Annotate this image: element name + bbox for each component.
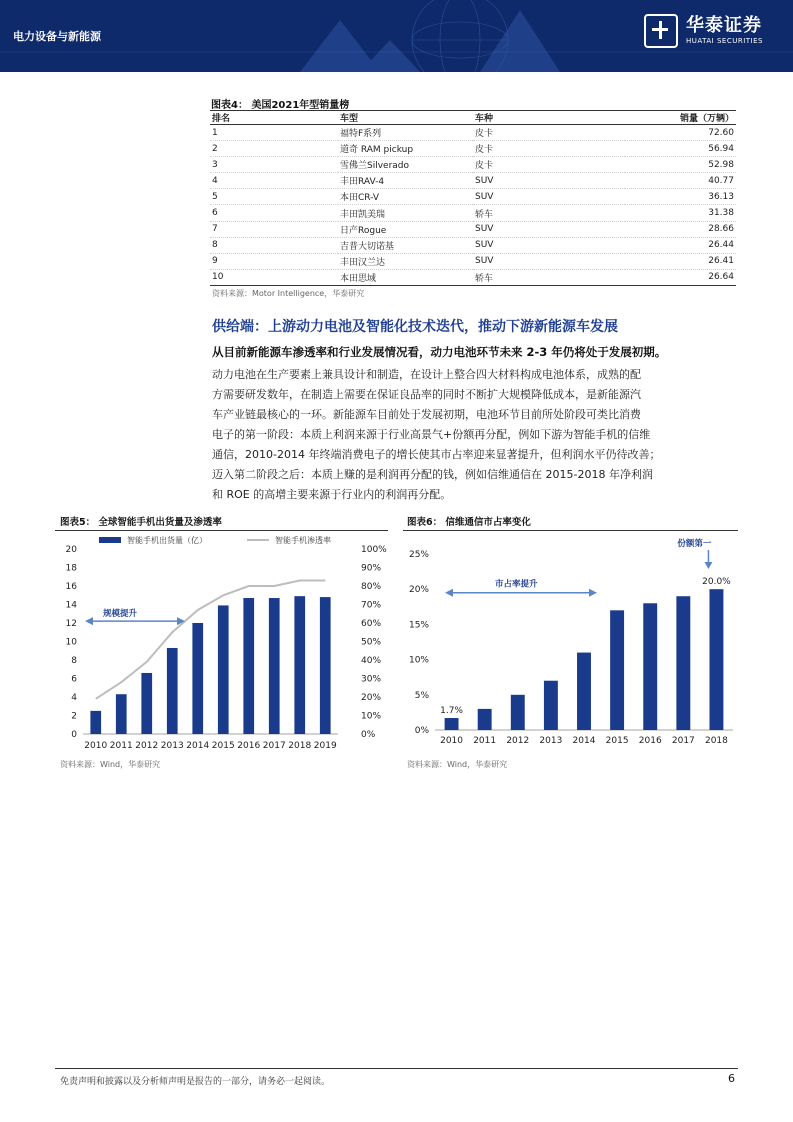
cell-type: 轿车 bbox=[473, 205, 625, 221]
shipment-bar bbox=[294, 596, 305, 734]
shipment-bar bbox=[243, 598, 254, 734]
figure6-source: 资料来源：Wind，华泰研究 bbox=[407, 760, 508, 769]
penetration-line bbox=[96, 581, 325, 699]
y-right-tick-label: 0% bbox=[361, 730, 376, 740]
share-bar bbox=[676, 596, 690, 730]
company-logo bbox=[644, 14, 763, 48]
figure5-source: 资料来源：Wind，华泰研究 bbox=[60, 760, 161, 769]
cell-rank: 3 bbox=[210, 157, 338, 173]
cell-rank: 10 bbox=[210, 269, 338, 285]
table-row bbox=[210, 205, 736, 221]
y-tick-label: 15% bbox=[408, 620, 429, 631]
y-left-tick-label: 10 bbox=[65, 637, 77, 648]
share-bar bbox=[577, 653, 591, 730]
x-tick-label: 2018 bbox=[288, 741, 312, 751]
y-left-tick-label: 8 bbox=[71, 656, 77, 666]
cell-rank: 7 bbox=[210, 221, 338, 237]
table-row bbox=[210, 125, 736, 141]
cell-rank: 6 bbox=[210, 205, 338, 221]
table-row bbox=[210, 157, 736, 173]
cell-rank: 4 bbox=[210, 173, 338, 189]
cell-model: 丰田凯美瑞 bbox=[338, 205, 473, 221]
shipment-bar bbox=[320, 597, 331, 734]
y-left-tick-label: 0 bbox=[71, 730, 77, 740]
table-header-row bbox=[210, 111, 736, 125]
cell-type: SUV bbox=[473, 173, 625, 189]
cell-rank: 2 bbox=[210, 141, 338, 157]
cell-sales: 26.64 bbox=[625, 269, 736, 285]
x-tick-label: 2011 bbox=[109, 741, 133, 751]
cell-sales: 28.66 bbox=[625, 221, 736, 237]
x-tick-label: 2015 bbox=[211, 741, 235, 751]
cell-model: 本田CR-V bbox=[338, 189, 473, 205]
cell-sales: 72.60 bbox=[625, 125, 736, 141]
x-tick-label: 2017 bbox=[262, 741, 286, 751]
shipment-bar bbox=[141, 673, 152, 734]
figure6-chart bbox=[403, 531, 743, 756]
cell-sales: 26.44 bbox=[625, 237, 736, 253]
y-right-tick-label: 40% bbox=[361, 656, 382, 666]
figure6-title: 图表6： 信维通信市占率变化 bbox=[407, 517, 531, 528]
cell-sales: 26.41 bbox=[625, 253, 736, 269]
x-tick-label: 2012 bbox=[135, 741, 159, 751]
x-tick-label: 2018 bbox=[704, 736, 728, 746]
footer-rule bbox=[55, 1068, 738, 1069]
scale-arrow-head-left bbox=[85, 617, 93, 625]
table-row bbox=[210, 173, 736, 189]
cell-model: 福特F系列 bbox=[338, 125, 473, 141]
data-label: 1.7% bbox=[440, 706, 463, 717]
top-share-annotation: 份额第一 bbox=[677, 539, 712, 549]
y-tick-label: 20% bbox=[408, 585, 429, 596]
scale-annotation: 规模提升 bbox=[103, 609, 138, 620]
figure5-title: 图表5： 全球智能手机出货量及渗透率 bbox=[60, 517, 222, 528]
x-tick-label: 2012 bbox=[506, 736, 530, 746]
x-tick-label: 2016 bbox=[638, 736, 662, 746]
y-right-tick-label: 30% bbox=[361, 674, 382, 685]
cell-type: 皮卡 bbox=[473, 125, 625, 141]
y-left-tick-label: 18 bbox=[65, 563, 77, 574]
x-tick-label: 2011 bbox=[473, 736, 497, 746]
table-row bbox=[210, 253, 736, 269]
logo-text-cn: 华泰证券 bbox=[686, 15, 763, 36]
cell-type: SUV bbox=[473, 189, 625, 205]
y-right-tick-label: 100% bbox=[361, 545, 387, 555]
x-tick-label: 2010 bbox=[440, 736, 464, 746]
y-right-tick-label: 10% bbox=[361, 711, 382, 722]
y-right-tick-label: 80% bbox=[361, 582, 382, 592]
share-bar bbox=[445, 718, 459, 730]
share-bar bbox=[544, 681, 558, 730]
body-line: 电子的第一阶段：本质上利润来源于行业高景气+份额再分配，例如下游为智能手机的信维 bbox=[212, 428, 651, 441]
cell-rank: 8 bbox=[210, 237, 338, 253]
share-annotation: 市占率提升 bbox=[495, 579, 538, 590]
x-tick-label: 2010 bbox=[84, 741, 108, 751]
sales-ranking-table bbox=[210, 110, 736, 286]
table-row bbox=[210, 269, 736, 285]
body-line: 通信，2010-2014 年终端消费电子的增长使其市占率迎来显著提升，但利润水平仍待改善； bbox=[212, 448, 661, 461]
y-left-tick-label: 12 bbox=[65, 619, 77, 629]
body-line: 车产业链最核心的一环。新能源车目前处于发展初期，电池环节目前所处阶段可类比消费 bbox=[212, 408, 641, 421]
cell-rank: 9 bbox=[210, 253, 338, 269]
y-left-tick-label: 14 bbox=[65, 600, 77, 611]
col-type: 车种 bbox=[473, 111, 625, 125]
share-arrow-head-left bbox=[445, 589, 453, 597]
y-tick-label: 5% bbox=[414, 690, 429, 701]
col-model: 车型 bbox=[338, 111, 473, 125]
page-number: 6 bbox=[728, 1072, 735, 1085]
cell-type: 皮卡 bbox=[473, 141, 625, 157]
col-rank: 排名 bbox=[210, 111, 338, 125]
y-right-tick-label: 60% bbox=[361, 619, 382, 629]
shipment-bar bbox=[269, 598, 280, 734]
x-tick-label: 2015 bbox=[605, 736, 629, 746]
y-left-tick-label: 4 bbox=[71, 693, 77, 703]
col-sales: 销量（万辆） bbox=[625, 111, 736, 125]
cell-model: 丰田RAV-4 bbox=[338, 173, 473, 189]
body-line: 方需要研发数年，在制造上需要在保证良品率的同时不断扩大规模降低成本，是新能源汽 bbox=[212, 388, 641, 401]
share-bar bbox=[511, 695, 525, 730]
share-arrow-head-right bbox=[589, 589, 597, 597]
y-left-tick-label: 16 bbox=[65, 582, 77, 592]
cell-sales: 36.13 bbox=[625, 189, 736, 205]
cell-model: 丰田汉兰达 bbox=[338, 253, 473, 269]
cell-type: SUV bbox=[473, 221, 625, 237]
x-tick-label: 2019 bbox=[313, 741, 337, 751]
cell-sales: 56.94 bbox=[625, 141, 736, 157]
section-lead: 从目前新能源车渗透率和行业发展情况看，动力电池环节未来 2-3 年仍将处于发展初期。 bbox=[212, 345, 667, 359]
table4-source: 资料来源：Motor Intelligence，华泰研究 bbox=[212, 289, 365, 298]
share-bar bbox=[610, 610, 624, 730]
x-tick-label: 2013 bbox=[160, 741, 184, 751]
y-tick-label: 10% bbox=[408, 655, 429, 666]
shipment-bar bbox=[116, 694, 127, 734]
shipment-bar bbox=[218, 605, 229, 734]
legend-swatch-shipments bbox=[99, 537, 121, 543]
x-tick-label: 2016 bbox=[237, 741, 261, 751]
y-right-tick-label: 90% bbox=[361, 563, 382, 574]
body-line: 动力电池在生产要素上兼具设计和制造，在设计上整合四大材料构成电池体系，成熟的配 bbox=[212, 368, 641, 381]
section-title: 供给端：上游动力电池及智能化技术迭代，推动下游新能源车发展 bbox=[212, 319, 618, 335]
table-row bbox=[210, 237, 736, 253]
shipment-bar bbox=[167, 648, 178, 734]
cell-type: 轿车 bbox=[473, 269, 625, 285]
cell-model: 本田思域 bbox=[338, 269, 473, 285]
share-bar bbox=[478, 709, 492, 730]
sector-label: 电力设备与新能源 bbox=[13, 30, 101, 43]
y-right-tick-label: 70% bbox=[361, 600, 382, 611]
cell-model: 吉普大切诺基 bbox=[338, 237, 473, 253]
body-line: 和 ROE 的高增主要来源于行业内的利润再分配。 bbox=[212, 488, 452, 501]
y-right-tick-label: 20% bbox=[361, 693, 382, 703]
cell-type: 皮卡 bbox=[473, 157, 625, 173]
y-left-tick-label: 20 bbox=[65, 545, 77, 555]
footer-disclaimer: 免责声明和披露以及分析师声明是报告的一部分，请务必一起阅读。 bbox=[60, 1077, 331, 1087]
y-left-tick-label: 2 bbox=[71, 711, 77, 722]
top-share-arrow-head bbox=[704, 562, 712, 569]
cell-model: 道奇 RAM pickup bbox=[338, 141, 473, 157]
cell-rank: 5 bbox=[210, 189, 338, 205]
x-tick-label: 2013 bbox=[539, 736, 563, 746]
x-tick-label: 2014 bbox=[572, 736, 596, 746]
cell-model: 雪佛兰Silverado bbox=[338, 157, 473, 173]
table-row bbox=[210, 141, 736, 157]
y-right-tick-label: 50% bbox=[361, 637, 382, 648]
x-tick-label: 2017 bbox=[671, 736, 695, 746]
shipment-bar bbox=[90, 711, 101, 734]
cell-type: SUV bbox=[473, 253, 625, 269]
cell-sales: 52.98 bbox=[625, 157, 736, 173]
table-row bbox=[210, 221, 736, 237]
x-tick-label: 2014 bbox=[186, 741, 210, 751]
huatai-logo-icon bbox=[644, 14, 678, 48]
figure5-chart bbox=[55, 531, 395, 756]
legend-label-shipments: 智能手机出货量（亿） bbox=[127, 536, 207, 545]
table-row bbox=[210, 189, 736, 205]
y-tick-label: 25% bbox=[408, 550, 429, 560]
page-header bbox=[0, 0, 793, 72]
body-line: 迈入第二阶段之后：本质上赚的是利润再分配的钱，例如信维通信在 2015-2018 年净利润 bbox=[212, 468, 653, 481]
legend-label-penetration: 智能手机渗透率 bbox=[275, 536, 331, 545]
cell-sales: 40.77 bbox=[625, 173, 736, 189]
cell-type: SUV bbox=[473, 237, 625, 253]
cell-rank: 1 bbox=[210, 125, 338, 141]
y-left-tick-label: 6 bbox=[71, 674, 77, 685]
shipment-bar bbox=[192, 623, 203, 734]
data-label: 20.0% bbox=[702, 577, 731, 588]
share-bar bbox=[643, 603, 657, 730]
share-bar bbox=[709, 589, 723, 730]
logo-text-en: HUATAI SECURITIES bbox=[686, 37, 763, 45]
table4-title: 图表4： 美国2021年型销量榜 bbox=[211, 100, 350, 111]
cell-model: 日产Rogue bbox=[338, 221, 473, 237]
y-tick-label: 0% bbox=[414, 726, 429, 736]
cell-sales: 31.38 bbox=[625, 205, 736, 221]
